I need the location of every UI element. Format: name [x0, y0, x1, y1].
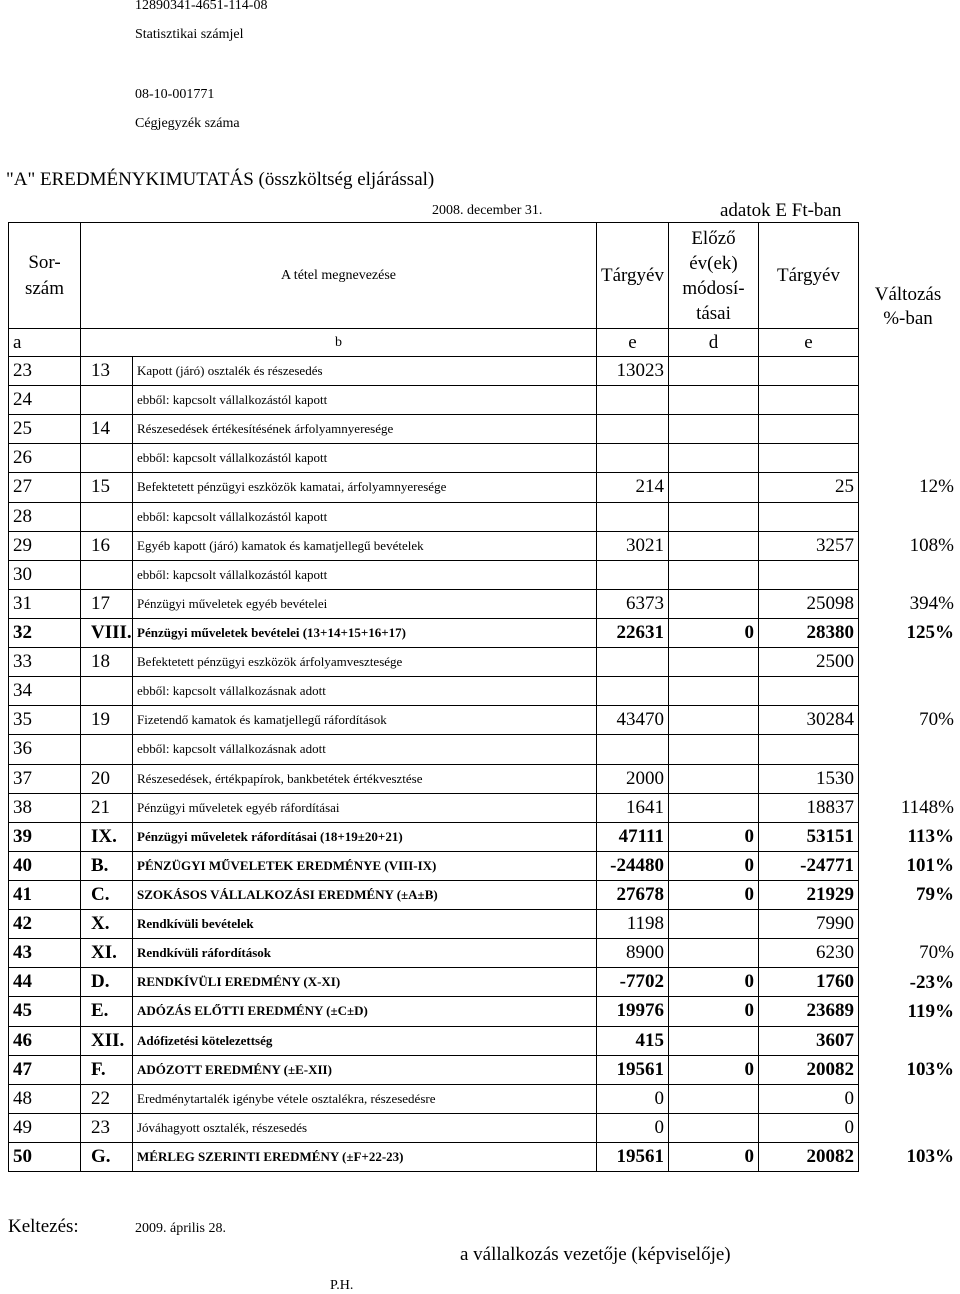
row-name: ebből: kapcsolt vállalkozástól kapott	[133, 502, 597, 531]
row-code: IX.	[81, 822, 133, 851]
row-targyev2: 28380	[759, 618, 859, 647]
row-name: ADÓZÁS ELŐTTI EREDMÉNY (±C±D)	[133, 997, 597, 1026]
row-change: 70%	[919, 942, 954, 964]
row-code: 13	[81, 357, 133, 386]
row-number: 27	[9, 473, 81, 502]
table-row	[9, 735, 859, 764]
row-code	[81, 677, 133, 706]
stat-label: Statisztikai számjel	[135, 27, 244, 42]
row-name: Pénzügyi műveletek egyéb ráfordításai	[133, 793, 597, 822]
row-targyev1: 27678	[597, 880, 669, 909]
row-targyev1: 1198	[597, 910, 669, 939]
row-targyev2: 0	[759, 1084, 859, 1113]
row-number: 33	[9, 648, 81, 677]
row-targyev1	[597, 648, 669, 677]
row-targyev1: 1641	[597, 793, 669, 822]
row-name: Jóváhagyott osztalék, részesedés	[133, 1113, 597, 1142]
col-name: A tétel megnevezése	[81, 223, 597, 329]
row-number: 29	[9, 531, 81, 560]
row-number: 26	[9, 444, 81, 473]
row-elozo	[669, 764, 759, 793]
row-name: ebből: kapcsolt vállalkozásnak adott	[133, 735, 597, 764]
row-code	[81, 444, 133, 473]
row-elozo: 0	[669, 997, 759, 1026]
row-code: X.	[81, 910, 133, 939]
row-change: 79%	[916, 884, 954, 906]
row-number: 45	[9, 997, 81, 1026]
row-elozo: 0	[669, 880, 759, 909]
row-name: Egyéb kapott (járó) kamatok és kamatjellegű bevételek	[133, 531, 597, 560]
row-code: 18	[81, 648, 133, 677]
table-row	[9, 997, 859, 1026]
row-targyev1: 415	[597, 1026, 669, 1055]
row-number: 49	[9, 1113, 81, 1142]
row-number: 32	[9, 618, 81, 647]
ph-label: P.H.	[330, 1278, 354, 1293]
row-targyev2: 7990	[759, 910, 859, 939]
row-code: 21	[81, 793, 133, 822]
table-row	[9, 444, 859, 473]
table-row	[9, 531, 859, 560]
row-elozo	[669, 939, 759, 968]
table-row	[9, 1142, 859, 1171]
row-targyev1: 43470	[597, 706, 669, 735]
row-name: PÉNZÜGYI MŰVELETEK EREDMÉNYE (VIII-IX)	[133, 851, 597, 880]
table-row	[9, 764, 859, 793]
table-row	[9, 618, 859, 647]
signature-label: a vállalkozás vezetője (képviselője)	[460, 1244, 731, 1265]
row-targyev2: 30284	[759, 706, 859, 735]
row-code: 23	[81, 1113, 133, 1142]
row-targyev2	[759, 560, 859, 589]
row-targyev1	[597, 560, 669, 589]
row-number: 43	[9, 939, 81, 968]
row-code: 17	[81, 589, 133, 618]
row-elozo	[669, 1026, 759, 1055]
row-targyev2: 2500	[759, 648, 859, 677]
row-targyev2: 25	[759, 473, 859, 502]
table-row	[9, 880, 859, 909]
row-targyev2: 6230	[759, 939, 859, 968]
row-targyev2: 3607	[759, 1026, 859, 1055]
row-elozo: 0	[669, 1055, 759, 1084]
row-elozo	[669, 502, 759, 531]
row-targyev2	[759, 735, 859, 764]
row-targyev2: 1530	[759, 764, 859, 793]
row-code	[81, 386, 133, 415]
row-name: Rendkívüli ráfordítások	[133, 939, 597, 968]
row-elozo	[669, 706, 759, 735]
table-row	[9, 793, 859, 822]
table-row	[9, 939, 859, 968]
row-targyev1: 22631	[597, 618, 669, 647]
row-name: SZOKÁSOS VÁLLALKOZÁSI EREDMÉNY (±A±B)	[133, 880, 597, 909]
row-targyev2: 3257	[759, 531, 859, 560]
col-targyev2: Tárgyév	[759, 223, 859, 329]
row-elozo	[669, 386, 759, 415]
row-name: Részesedések értékesítésének árfolyamnyeresége	[133, 415, 597, 444]
row-code: 14	[81, 415, 133, 444]
row-targyev1: 0	[597, 1113, 669, 1142]
row-name: ebből: kapcsolt vállalkozástól kapott	[133, 444, 597, 473]
row-code: 22	[81, 1084, 133, 1113]
row-code: D.	[81, 968, 133, 997]
row-targyev1	[597, 677, 669, 706]
row-name: ebből: kapcsolt vállalkozástól kapott	[133, 386, 597, 415]
row-targyev2	[759, 415, 859, 444]
row-number: 36	[9, 735, 81, 764]
row-code: G.	[81, 1142, 133, 1171]
letter-e1: e	[597, 329, 669, 357]
row-targyev1: 13023	[597, 357, 669, 386]
row-elozo	[669, 1113, 759, 1142]
row-elozo	[669, 910, 759, 939]
table-row	[9, 1113, 859, 1142]
date-value: 2009. április 28.	[135, 1221, 226, 1236]
col-sorszam: Sor- szám	[9, 223, 81, 329]
reg-label: Cégjegyzék száma	[135, 116, 240, 131]
table-row	[9, 648, 859, 677]
row-change: 103%	[906, 1058, 954, 1080]
row-number: 42	[9, 910, 81, 939]
row-number: 40	[9, 851, 81, 880]
row-targyev1: 19561	[597, 1055, 669, 1084]
row-targyev1: 214	[597, 473, 669, 502]
row-targyev2: 20082	[759, 1142, 859, 1171]
table-row	[9, 473, 859, 502]
table-row	[9, 415, 859, 444]
row-targyev1: 8900	[597, 939, 669, 968]
table-row	[9, 357, 859, 386]
row-code: VIII.	[81, 618, 133, 647]
row-targyev2	[759, 502, 859, 531]
letter-b: b	[81, 329, 597, 357]
row-elozo: 0	[669, 851, 759, 880]
row-number: 44	[9, 968, 81, 997]
table-row	[9, 822, 859, 851]
row-code: 15	[81, 473, 133, 502]
row-targyev1: 3021	[597, 531, 669, 560]
table-row	[9, 560, 859, 589]
row-elozo	[669, 444, 759, 473]
row-number: 38	[9, 793, 81, 822]
table-row	[9, 910, 859, 939]
row-targyev1: 19976	[597, 997, 669, 1026]
row-code: 16	[81, 531, 133, 560]
row-name: Részesedések, értékpapírok, bankbetétek értékvesztése	[133, 764, 597, 793]
row-number: 25	[9, 415, 81, 444]
table-row	[9, 968, 859, 997]
row-change: 12%	[919, 476, 954, 498]
row-change: 1148%	[900, 796, 954, 818]
row-name: Pénzügyi műveletek bevételei (13+14+15+16+17)	[133, 618, 597, 647]
row-elozo	[669, 735, 759, 764]
row-targyev2	[759, 357, 859, 386]
table-row	[9, 677, 859, 706]
row-elozo: 0	[669, 822, 759, 851]
col-targyev1: Tárgyév	[597, 223, 669, 329]
row-elozo	[669, 473, 759, 502]
row-change: -23%	[909, 971, 954, 993]
letter-a: a	[9, 329, 81, 357]
table-row	[9, 502, 859, 531]
row-number: 31	[9, 589, 81, 618]
row-name: ebből: kapcsolt vállalkozásnak adott	[133, 677, 597, 706]
row-name: Befektetett pénzügyi eszközök árfolyamvesztesége	[133, 648, 597, 677]
row-number: 30	[9, 560, 81, 589]
row-name: Befektetett pénzügyi eszközök kamatai, árfolyamnyeresége	[133, 473, 597, 502]
row-number: 47	[9, 1055, 81, 1084]
reg-number: 08-10-001771	[135, 87, 215, 102]
row-elozo	[669, 560, 759, 589]
table-row	[9, 1055, 859, 1084]
row-targyev2: 1760	[759, 968, 859, 997]
table-row	[9, 1026, 859, 1055]
row-change: 113%	[907, 825, 954, 847]
table-row	[9, 589, 859, 618]
row-targyev1: -24480	[597, 851, 669, 880]
row-elozo	[669, 793, 759, 822]
row-number: 48	[9, 1084, 81, 1113]
row-change: 70%	[919, 709, 954, 731]
row-name: ebből: kapcsolt vállalkozástól kapott	[133, 560, 597, 589]
table-row	[9, 851, 859, 880]
stat-number: 12890341-4651-114-08	[135, 0, 268, 13]
row-change: 119%	[907, 1000, 954, 1022]
row-number: 50	[9, 1142, 81, 1171]
row-targyev1: 6373	[597, 589, 669, 618]
row-targyev1	[597, 444, 669, 473]
row-number: 37	[9, 764, 81, 793]
row-targyev1: 19561	[597, 1142, 669, 1171]
row-name: Fizetendő kamatok és kamatjellegű ráfordítások	[133, 706, 597, 735]
row-name: ADÓZOTT EREDMÉNY (±E-XII)	[133, 1055, 597, 1084]
row-targyev2: 53151	[759, 822, 859, 851]
row-targyev1	[597, 735, 669, 764]
row-targyev2	[759, 677, 859, 706]
row-number: 39	[9, 822, 81, 851]
letter-d: d	[669, 329, 759, 357]
row-code: 20	[81, 764, 133, 793]
row-targyev1	[597, 502, 669, 531]
row-elozo	[669, 589, 759, 618]
row-elozo: 0	[669, 1142, 759, 1171]
row-name: Pénzügyi műveletek egyéb bevételei	[133, 589, 597, 618]
col-valtozas: Változás %-ban	[874, 284, 942, 329]
letter-e2: e	[759, 329, 859, 357]
row-code: XII.	[81, 1026, 133, 1055]
row-change: 101%	[906, 855, 954, 877]
row-change: 103%	[906, 1146, 954, 1168]
row-targyev2	[759, 444, 859, 473]
row-code	[81, 560, 133, 589]
row-name: MÉRLEG SZERINTI EREDMÉNY (±F+22-23)	[133, 1142, 597, 1171]
row-change: 394%	[909, 592, 954, 614]
row-elozo	[669, 357, 759, 386]
row-targyev1	[597, 415, 669, 444]
row-number: 35	[9, 706, 81, 735]
row-targyev2: 21929	[759, 880, 859, 909]
date-label: Keltezés:	[8, 1216, 79, 1237]
income-statement-table	[8, 222, 859, 1172]
table-row	[9, 386, 859, 415]
row-elozo	[669, 1084, 759, 1113]
table-row	[9, 1084, 859, 1113]
row-code: C.	[81, 880, 133, 909]
row-targyev2: 25098	[759, 589, 859, 618]
row-number: 28	[9, 502, 81, 531]
row-elozo	[669, 648, 759, 677]
row-name: Rendkívüli bevételek	[133, 910, 597, 939]
row-code: B.	[81, 851, 133, 880]
row-elozo: 0	[669, 618, 759, 647]
row-targyev1: 2000	[597, 764, 669, 793]
row-code	[81, 502, 133, 531]
row-elozo	[669, 415, 759, 444]
row-name: Adófizetési kötelezettség	[133, 1026, 597, 1055]
row-code: XI.	[81, 939, 133, 968]
row-change: 125%	[906, 622, 954, 644]
unit-label: adatok E Ft-ban	[720, 200, 842, 221]
row-name: Pénzügyi műveletek ráfordításai (18+19±20+21)	[133, 822, 597, 851]
row-code	[81, 735, 133, 764]
row-targyev2: 0	[759, 1113, 859, 1142]
row-code: F.	[81, 1055, 133, 1084]
row-elozo: 0	[669, 968, 759, 997]
row-targyev2: 18837	[759, 793, 859, 822]
row-number: 34	[9, 677, 81, 706]
row-code: 19	[81, 706, 133, 735]
row-targyev1	[597, 386, 669, 415]
row-targyev2: -24771	[759, 851, 859, 880]
row-targyev1: -7702	[597, 968, 669, 997]
col-elozo: Előző év(ek) módosí- tásai	[669, 223, 759, 329]
row-number: 41	[9, 880, 81, 909]
row-targyev2	[759, 386, 859, 415]
page-title: "A" EREDMÉNYKIMUTATÁS (összköltség eljárással)	[6, 169, 435, 190]
table-row	[9, 706, 859, 735]
row-name: RENDKÍVÜLI EREDMÉNY (X-XI)	[133, 968, 597, 997]
row-elozo	[669, 677, 759, 706]
report-date: 2008. december 31.	[432, 203, 543, 218]
row-number: 23	[9, 357, 81, 386]
row-change: 108%	[909, 534, 954, 556]
row-number: 24	[9, 386, 81, 415]
row-elozo	[669, 531, 759, 560]
row-targyev2: 23689	[759, 997, 859, 1026]
row-name: Eredménytartalék igénybe vétele osztalékra, részesedésre	[133, 1084, 597, 1113]
row-number: 46	[9, 1026, 81, 1055]
row-targyev1: 47111	[597, 822, 669, 851]
row-name: Kapott (járó) osztalék és részesedés	[133, 357, 597, 386]
row-targyev2: 20082	[759, 1055, 859, 1084]
row-targyev1: 0	[597, 1084, 669, 1113]
row-code: E.	[81, 997, 133, 1026]
